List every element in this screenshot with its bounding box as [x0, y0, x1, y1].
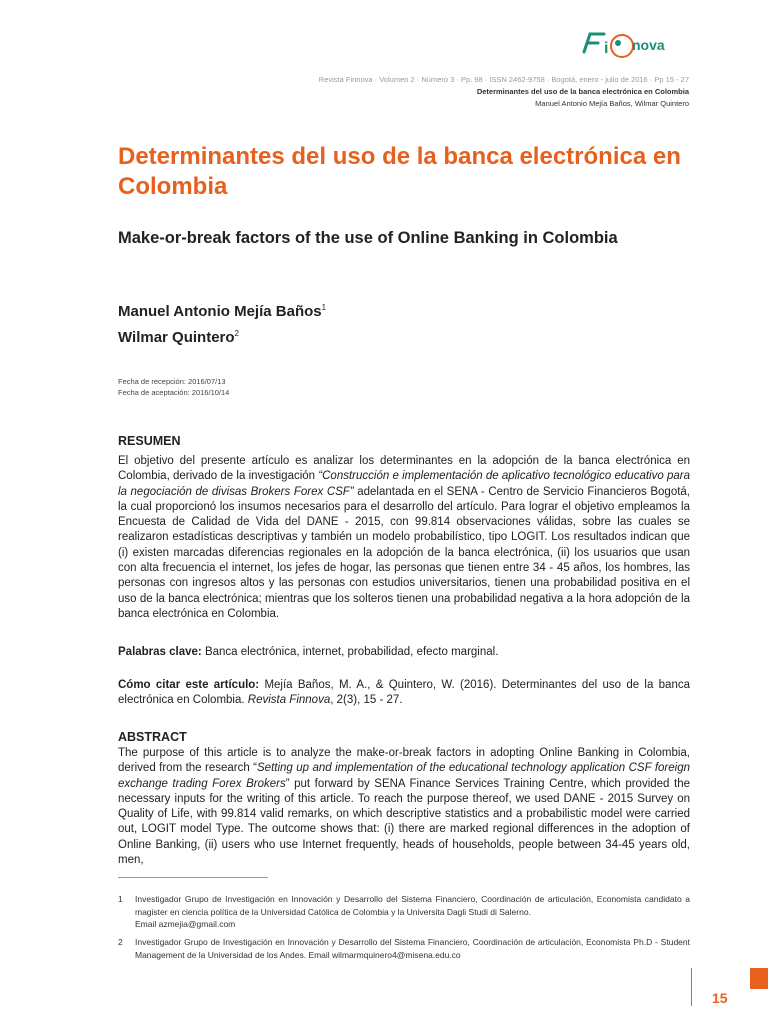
running-title: Determinantes del uso de la banca electrónica en Colombia — [476, 87, 689, 96]
finnova-logo-icon — [582, 26, 692, 60]
journal-meta — [319, 74, 689, 110]
footnote-1: 1 Investigador Grupo de Investigación en Innovación y Desarrollo del Sistema Financiero, Coordinación de articulación, Economista candidato a magister en ciencia política de la Universidad Católica de Colombia y la Universita Dagli Studi di Salerno. Email azmejia@gmail.com — [118, 894, 690, 929]
received-date: Fecha de recepción: 2016/07/13 — [118, 377, 226, 386]
accepted-date: Fecha de aceptación: 2016/10/14 — [118, 388, 230, 397]
author-2: Wilmar Quintero$^2$ — [118, 329, 239, 346]
resumen-body: El objetivo del presente artículo es analizar los determinantes en la adopción de la banca electrónica en Colombia, derivado de la investigación “Construcción e implementación de aplicativo tecnológico educativo para la negociación de divisas Brokers Forex CSF” adelantada en el SENA - Centro de Servicio Financieros Bogotá, la cual proporcionó los insumos necesarios para el desarrollo del artículo. Para lograr el objetivo empleamos la Encuesta de Calidad de Vida del DANE - 2015, con 99.814 observaciones válidas, sobre las cuales se realizaron estadísticas descriptivas y también un modelo probabilístico, tipo LOGIT. Los resultados indican que (i) existen marcadas diferencias regionales en la adopción de la banca electrónica, (ii) los usuarios que usan con alta frecuencia el internet, los jefes de hogar, las personas que tienen entre 34 - 45 años, los hombres, las personas con ingresos altos y las personas con estudios universitarios, tienen una probabilidad positiva en el uso de la banca electrónica; mientras que los solteros tienen una probabilidad negativa a la hora adopción de la banca electrónica en Colombia. — [118, 455, 690, 620]
resumen-heading: RESUMEN — [118, 434, 181, 448]
abstract-body: The purpose of this article is to analyze the make-or-break factors in adopting Online Banking in Colombia, derived from the research “Setting up and implementation of the educational technology application CSF foreign exchange trading Forex Brokers” put forward by SENA Finance Services Training Centre, which provided the necessary inputs for the writing of this article. To reach the purpose thereof, we used DANE - 2015 Survey on Quality of Life, with 99.814 valid remarks, on which descriptive statistics and a probabilistic model were carried out, LOGIT model Type. The outcome shows that: (i) there are marked regional differences in the adoption of Online Banking, (ii) users who use Internet frequently, heads of households, people between 34-45 years old, men, — [118, 747, 691, 867]
author-1: Manuel Antonio Mejía Baños$^1$ — [118, 303, 327, 320]
article-title-es: Determinantes del uso de la banca electrónica en Colombia — [118, 143, 681, 200]
journal-info: Revista Finnova · Volumen 2 · Número 3 · Pp. 98 · ISSN 2462-9758 · Bogotá, enero - julio de 2016 · Pp 15 - 27 — [318, 75, 689, 84]
abstract-heading: ABSTRACT — [118, 730, 187, 744]
svg-text:nova: nova — [632, 37, 665, 53]
authors — [118, 297, 326, 349]
running-authors: Manuel Antonio Mejía Baños, Wilmar Quintero — [535, 99, 689, 108]
article-dates — [118, 376, 229, 398]
page-number: 15 — [712, 990, 728, 1006]
finnova-logo — [582, 26, 692, 60]
page-number-rule — [691, 968, 692, 1006]
article-title-en: Make-or-break factors of the use of Online Banking in Colombia — [118, 229, 618, 247]
citation: Cómo citar este artículo: Mejía Baños, M. A., & Quintero, W. (2016). Determinantes del uso de la banca electrónica en Colombia. Revista Finnova, 2(3), 15 - 27. — [118, 679, 690, 707]
footnote-divider — [118, 877, 268, 878]
page-tab-marker — [750, 968, 768, 989]
footnote-2: 2 Investigador Grupo de Investigación en Innovación y Desarrollo del Sistema Financiero, Coordinación de articulación, Economista Ph.D - Student Management de la Universidad de los Andes. Email wilmarmquinero4@misena.edu.co — [118, 937, 690, 960]
footnote-1-email: Email azmejia@gmail.com — [135, 919, 236, 929]
keywords: Palabras clave: Banca electrónica, internet, probabilidad, efecto marginal. — [118, 646, 499, 658]
svg-text:i: i — [604, 40, 609, 57]
